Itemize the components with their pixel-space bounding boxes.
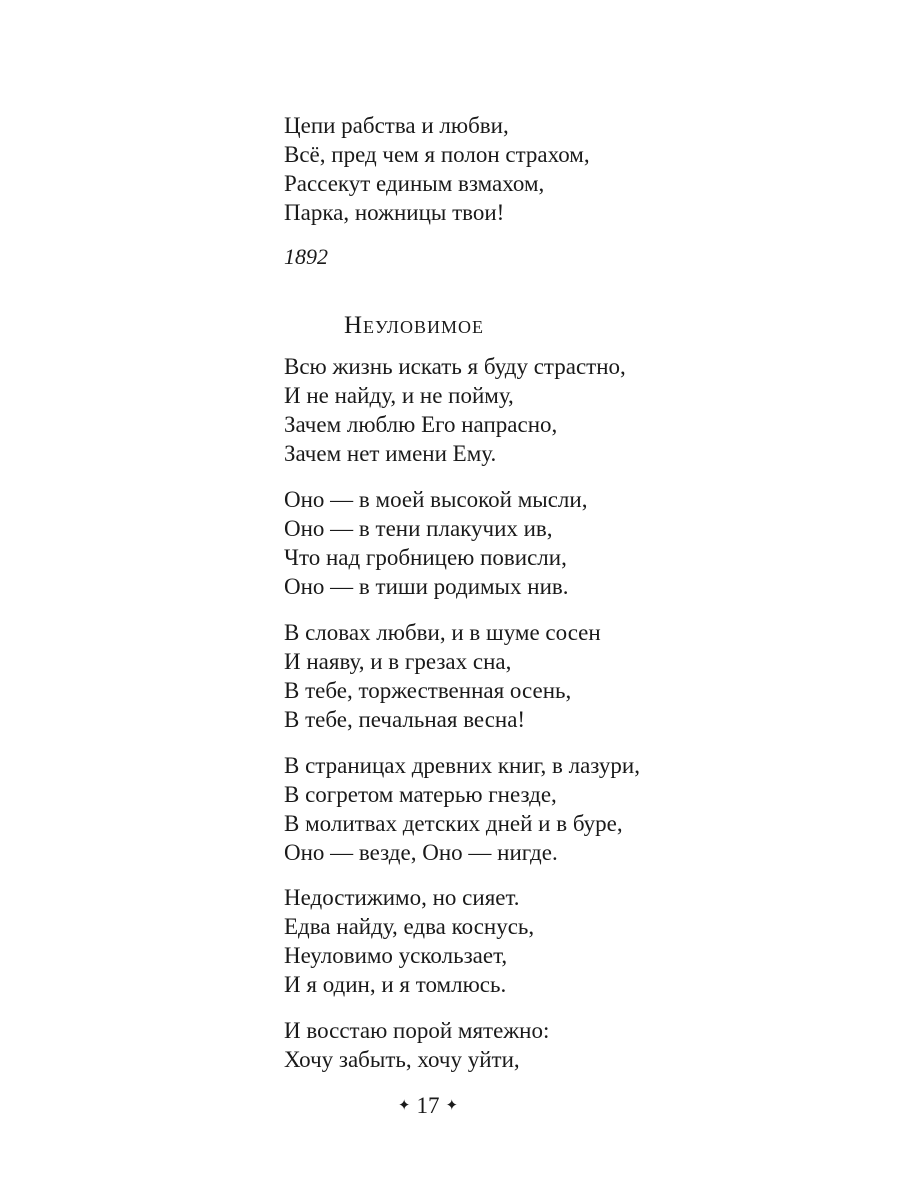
poem-line: И я один, и я томлюсь. — [284, 972, 507, 997]
poem-line: В молитвах детских дней и в буре, — [284, 811, 623, 836]
poem-line: Хочу забыть, хочу уйти, — [284, 1047, 520, 1072]
stanza-3 — [284, 618, 601, 734]
page-number: 17 — [416, 1093, 440, 1118]
poem-line: Оно — везде, Оно — нигде. — [284, 840, 558, 865]
poem-line: Неуловимо ускользает, — [284, 943, 508, 968]
poem-line: Оно — в моей высокой мысли, — [284, 487, 588, 512]
stanza-6 — [284, 1016, 549, 1074]
poem-line: В согретом матерью гнезде, — [284, 782, 557, 807]
poem-line: И не найду, и не пойму, — [284, 383, 514, 408]
poem-line: Парка, ножницы твои! — [284, 200, 505, 225]
page-footer — [0, 1092, 856, 1120]
poem-title: Неуловимое — [344, 312, 484, 339]
poem-line: Всё, пред чем я полон страхом, — [284, 142, 590, 167]
poem-line: Оно — в тени плакучих ив, — [284, 516, 553, 541]
poem-line: И наяву, и в грезах сна, — [284, 649, 512, 674]
poem-line: И восстаю порой мятежно: — [284, 1018, 550, 1043]
stanza-2 — [284, 485, 587, 601]
stanza-1 — [284, 352, 626, 468]
poem-line: Зачем нет имени Ему. — [284, 441, 497, 466]
poem-line: Всю жизнь искать я буду страстно, — [284, 354, 626, 379]
poem-line: Зачем люблю Его напрасно, — [284, 412, 558, 437]
poem-date: 1892 — [284, 244, 328, 269]
stanza-4 — [284, 751, 640, 867]
poem-line: Цепи рабства и любви, — [284, 113, 509, 138]
poem-line: В словах любви, и в шуме сосен — [284, 620, 601, 645]
poem-line: Недостижимо, но сияет. — [284, 885, 520, 910]
poem-line: В тебе, торжественная осень, — [284, 678, 572, 703]
poem-line: Оно — в тиши родимых нив. — [284, 574, 569, 599]
poem-line: Рассекут единым взмахом, — [284, 171, 545, 196]
star-ornament-icon: ✦ — [445, 1098, 459, 1114]
poem-line: Что над гробницею повисли, — [284, 545, 567, 570]
stanza-5 — [284, 883, 534, 999]
poem-line: Едва найду, едва коснусь, — [284, 914, 535, 939]
star-ornament-icon: ✦ — [397, 1098, 411, 1114]
poem-line: В страницах древних книг, в лазури, — [284, 753, 640, 778]
stanza-previous-poem — [284, 111, 590, 227]
poem-line: В тебе, печальная весна! — [284, 707, 526, 732]
